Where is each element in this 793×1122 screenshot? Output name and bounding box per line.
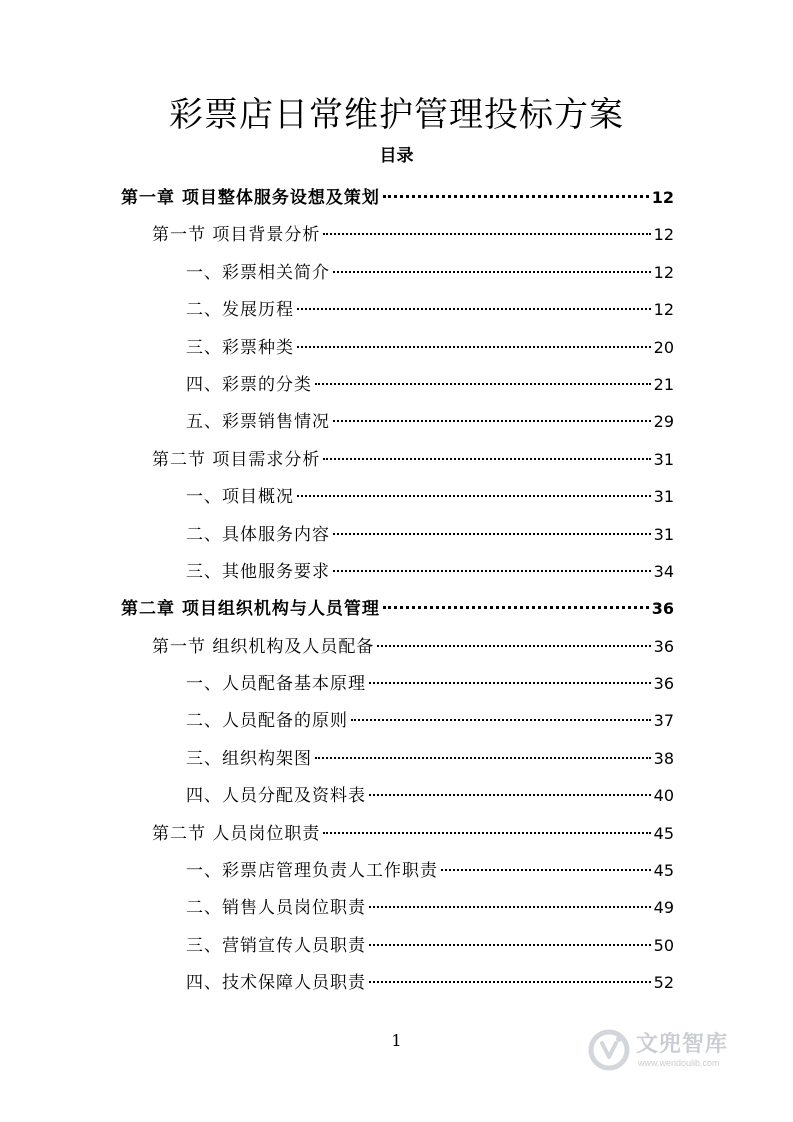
wendou-logo-icon — [588, 1029, 630, 1071]
toc-entry-item[interactable] — [0, 254, 793, 291]
toc-entry-label: 二、销售人员岗位职责 — [186, 898, 366, 919]
toc-entry-item[interactable] — [0, 329, 793, 366]
toc-entry-page: 36 — [653, 636, 674, 656]
toc-entry-label: 第一节 项目背景分析 — [152, 225, 321, 246]
toc-entry-item[interactable] — [0, 366, 793, 403]
toc-entry-label: 第一节 组织机构及人员配备 — [152, 636, 375, 657]
toc-entry-label: 第二章 项目组织机构与人员管理 — [121, 599, 380, 620]
watermark-url: www.wendoulib.com — [638, 1058, 720, 1068]
toc-entry-label: 一、彩票相关简介 — [186, 262, 330, 283]
toc-entry-label: 四、彩票的分类 — [186, 374, 312, 395]
toc-entry-item[interactable] — [0, 964, 793, 1001]
watermark — [588, 1020, 758, 1080]
toc-entry-label: 第二节 人员岗位职责 — [152, 823, 321, 844]
toc-entry-label: 一、项目概况 — [186, 487, 294, 508]
toc-entry-item[interactable] — [0, 665, 793, 702]
toc-dot-leader — [323, 832, 650, 834]
toc-entry-label: 五、彩票销售情况 — [186, 412, 330, 433]
toc-dot-leader — [383, 195, 649, 198]
toc-entry-item[interactable] — [0, 740, 793, 777]
toc-entry-page: 45 — [653, 861, 674, 881]
toc-entry-item[interactable] — [0, 777, 793, 814]
toc-entry-page: 45 — [653, 823, 674, 843]
toc-dot-leader — [297, 308, 651, 310]
toc-dot-leader — [333, 570, 651, 572]
toc-dot-leader — [377, 645, 650, 647]
toc-entry-section[interactable] — [0, 441, 793, 478]
toc-entry-label: 一、彩票店管理负责人工作职责 — [186, 861, 438, 882]
toc-dot-leader — [333, 420, 651, 422]
toc-entry-page: 12 — [653, 225, 674, 245]
toc-entry-page: 12 — [653, 300, 674, 320]
toc-entry-section[interactable] — [0, 628, 793, 665]
toc-dot-leader — [297, 495, 651, 497]
toc-entry-item[interactable] — [0, 889, 793, 926]
toc-entry-item[interactable] — [0, 478, 793, 515]
toc-entry-section[interactable] — [0, 216, 793, 253]
toc-heading: 目录 — [379, 146, 414, 166]
page-number: 1 — [391, 1031, 402, 1050]
toc-dot-leader — [369, 906, 651, 908]
toc-entry-page: 36 — [653, 674, 674, 694]
toc-entry-label: 二、具体服务内容 — [186, 524, 330, 545]
toc-dot-leader — [369, 794, 651, 796]
toc-dot-leader — [333, 271, 651, 273]
toc-entry-page: 49 — [653, 898, 674, 918]
toc-entry-page: 37 — [653, 711, 674, 731]
toc-dot-leader — [351, 719, 651, 721]
toc-entry-page: 36 — [651, 599, 674, 619]
toc-entry-label: 四、技术保障人员职责 — [186, 973, 366, 994]
toc-dot-leader — [297, 346, 651, 348]
toc-entry-item[interactable] — [0, 553, 793, 590]
toc-dot-leader — [369, 682, 651, 684]
toc-entry-section[interactable] — [0, 815, 793, 852]
toc-dot-leader — [323, 233, 650, 235]
toc-entry-item[interactable] — [0, 852, 793, 889]
toc-dot-leader — [441, 869, 651, 871]
toc-entry-page: 50 — [653, 935, 674, 955]
toc-entry-page: 40 — [653, 786, 674, 806]
toc-entry-label: 三、彩票种类 — [186, 337, 294, 358]
toc-dot-leader — [333, 533, 651, 535]
toc-entry-label: 一、人员配备基本原理 — [186, 674, 366, 695]
toc-entry-page: 21 — [653, 374, 674, 394]
toc-entry-chapter[interactable] — [0, 590, 793, 627]
toc-entry-page: 12 — [653, 262, 674, 282]
toc-entry-item[interactable] — [0, 291, 793, 328]
toc-dot-leader — [315, 757, 651, 759]
toc-entry-page: 38 — [653, 748, 674, 768]
toc-entry-page: 31 — [653, 449, 674, 469]
toc-entry-label: 三、组织构架图 — [186, 748, 312, 769]
toc-dot-leader — [383, 606, 649, 609]
toc-entry-page: 52 — [653, 973, 674, 993]
toc-entry-item[interactable] — [0, 927, 793, 964]
document-title: 彩票店日常维护管理投标方案 — [169, 95, 624, 135]
toc-entry-page: 12 — [651, 188, 674, 207]
toc-entry-label: 第一章 项目整体服务设想及策划 — [121, 188, 380, 208]
toc-entry-label: 二、人员配备的原则 — [186, 711, 348, 732]
toc-entry-item[interactable] — [0, 702, 793, 739]
toc-dot-leader — [315, 383, 651, 385]
watermark-text — [636, 1032, 728, 1068]
table-of-contents — [0, 179, 793, 1002]
toc-entry-chapter[interactable] — [0, 179, 793, 216]
toc-entry-page: 31 — [653, 487, 674, 507]
toc-entry-page: 20 — [653, 337, 674, 357]
toc-entry-page: 34 — [653, 561, 674, 581]
toc-entry-item[interactable] — [0, 516, 793, 553]
toc-entry-label: 第二节 项目需求分析 — [152, 449, 321, 470]
toc-dot-leader — [323, 458, 650, 460]
toc-entry-label: 三、营销宣传人员职责 — [186, 935, 366, 956]
toc-entry-item[interactable] — [0, 403, 793, 440]
watermark-brand: 文兜智库 — [636, 1032, 729, 1057]
toc-entry-label: 四、人员分配及资料表 — [186, 786, 366, 807]
toc-dot-leader — [369, 981, 651, 983]
toc-entry-label: 三、其他服务要求 — [186, 561, 330, 582]
toc-dot-leader — [369, 944, 651, 946]
toc-entry-page: 29 — [653, 412, 674, 432]
toc-entry-label: 二、发展历程 — [186, 300, 294, 321]
toc-entry-page: 31 — [653, 524, 674, 544]
